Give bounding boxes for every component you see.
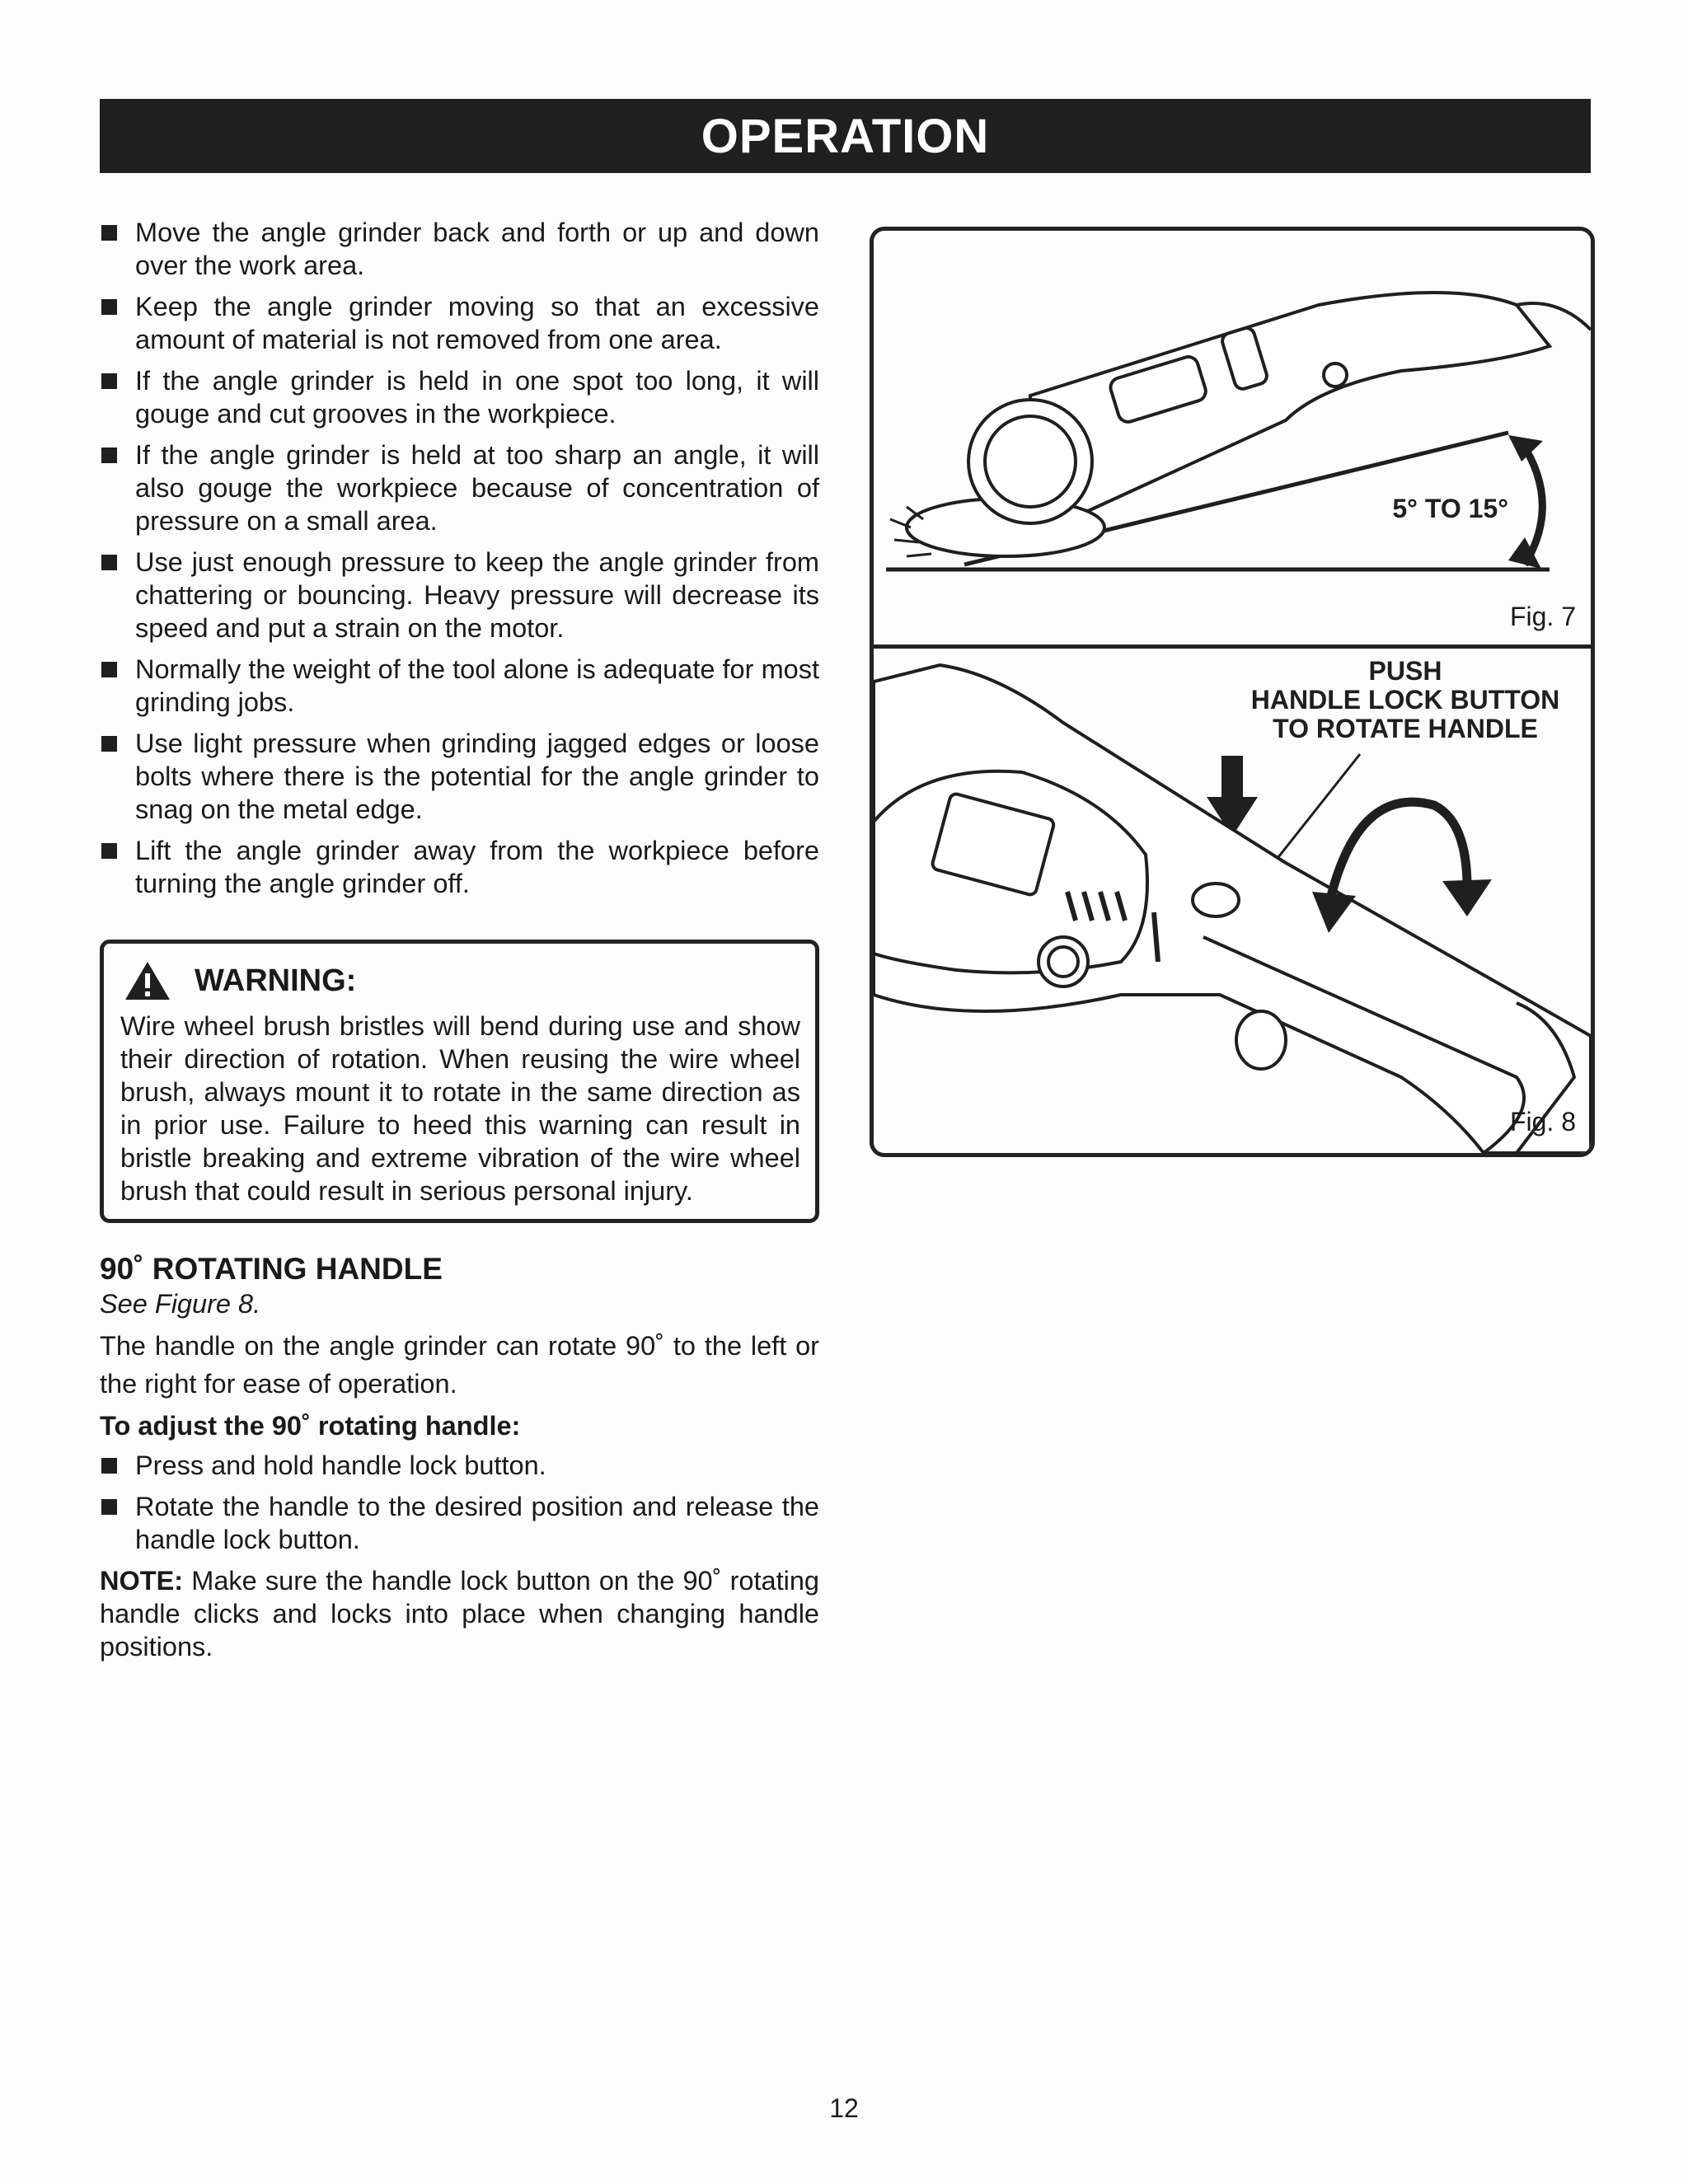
page-title: OPERATION xyxy=(701,109,990,163)
note-label: NOTE: xyxy=(100,1566,184,1596)
warning-title: WARNING: xyxy=(195,963,357,998)
angle-label: 5° TO 15° xyxy=(1392,494,1508,523)
bullet-square-icon xyxy=(101,448,117,463)
section-title: 90˚ ROTATING HANDLE xyxy=(100,1252,443,1286)
list-item: Normally the weight of the tool alone is adequate for most grinding jobs. xyxy=(100,653,819,719)
callout-line-2: HANDLE LOCK BUTTON xyxy=(1250,685,1560,715)
bullet-square-icon xyxy=(101,225,117,241)
fig8-label: Fig. 8 xyxy=(1509,1107,1576,1137)
warning-header xyxy=(120,960,800,1001)
figure-reference: See Figure 8. xyxy=(100,1289,261,1319)
bullet-square-icon xyxy=(101,555,117,570)
list-item: Use light pressure when grinding jagged edges or loose bolts where there is the potential for the angle grinder to snag on the metal edge. xyxy=(100,727,819,826)
note xyxy=(100,1564,819,1663)
warning-triangle-icon xyxy=(124,960,171,1001)
procedure-steps xyxy=(100,1449,819,1556)
page-number: 12 xyxy=(829,2093,859,2123)
fig7-illustration xyxy=(874,231,1591,643)
bullet-square-icon xyxy=(101,373,117,389)
list-item: If the angle grinder is held in one spot too long, it will gouge and cut grooves in the workpiece. xyxy=(100,364,819,430)
list-item: Rotate the handle to the desired position and release the handle lock button. xyxy=(100,1490,819,1556)
section-paragraph: The handle on the angle grinder can rotate 90˚ to the left or the right for ease of operation. xyxy=(100,1331,819,1399)
page-header xyxy=(100,99,1591,173)
list-item: Keep the angle grinder moving so that an excessive amount of material is not removed from one area. xyxy=(100,290,819,356)
procedure-heading: To adjust the 90˚ rotating handle: xyxy=(100,1411,521,1441)
left-column xyxy=(100,216,819,1663)
figure-panel xyxy=(870,227,1595,1157)
operation-bullet-list xyxy=(100,216,819,900)
note-text: Make sure the handle lock button on the 90˚ rotating handle clicks and locks into place when changing handle positions. xyxy=(100,1566,819,1661)
list-item: Use just enough pressure to keep the angle grinder from chattering or bouncing. Heavy pressure will decrease its speed and put a strain on the motor. xyxy=(100,546,819,644)
fig7-label: Fig. 7 xyxy=(1509,602,1576,631)
bullet-square-icon xyxy=(101,843,117,859)
warning-box xyxy=(100,940,819,1223)
list-item: Press and hold handle lock button. xyxy=(100,1449,819,1482)
callout-line-1: PUSH xyxy=(1368,656,1442,686)
callout-line-3: TO ROTATE HANDLE xyxy=(1273,714,1538,743)
fig8-illustration xyxy=(874,649,1591,1153)
bullet-square-icon xyxy=(101,1458,117,1474)
bullet-square-icon xyxy=(101,299,117,315)
bullet-square-icon xyxy=(101,1499,117,1515)
list-item: Move the angle grinder back and forth or up and down over the work area. xyxy=(100,216,819,282)
list-item: If the angle grinder is held at too sharp an angle, it will also gouge the workpiece because of concentration of pressure on a small area. xyxy=(100,438,819,537)
bullet-square-icon xyxy=(101,662,117,677)
list-item: Lift the angle grinder away from the workpiece before turning the angle grinder off. xyxy=(100,834,819,900)
bullet-square-icon xyxy=(101,736,117,752)
warning-text: Wire wheel brush bristles will bend during use and show their direction of rotation. When reusing the wire wheel brush, always mount it to rotate in the same direction as in prior use. Failure to heed this warning can result in bristle breaking and extreme vibration of the wire wheel brush that could result in serious personal injury. xyxy=(120,1011,800,1206)
